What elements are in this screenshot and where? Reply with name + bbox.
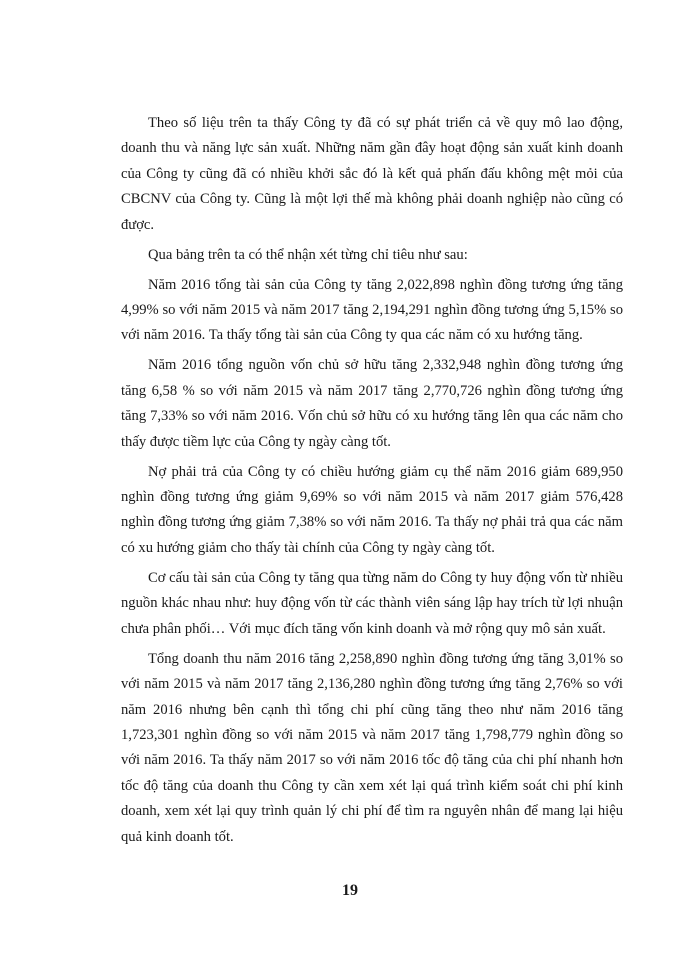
paragraph-liabilities: Nợ phải trả của Công ty có chiều hướng giảm cụ thể năm 2016 giảm 689,950 nghìn đồng tương ứng giảm 9,69% so với năm 2015 và năm 2017 giảm 576,428 nghìn đồng tương ứng giảm 7,38% so với năm 2016. Ta thấy nợ phải trả qua các năm có xu hướng giảm cho thấy tài chính của Công ty ngày càng tốt. bbox=[121, 463, 623, 556]
paragraph-total-assets: Năm 2016 tổng tài sản của Công ty tăng 2,022,898 nghìn đồng tương ứng tăng 4,99% so với năm 2015 và năm 2017 tăng 2,194,291 nghìn đồng tương ứng 5,15% so với năm 2016. Ta thấy tổng tài sản của Công ty qua các năm có xu hướng tăng. bbox=[121, 276, 623, 344]
paragraph-owner-equity: Năm 2016 tổng nguồn vốn chủ sở hữu tăng 2,332,948 nghìn đồng tương ứng tăng 6,58 % so với năm 2015 và năm 2017 tăng 2,770,726 nghìn đồng tương ứng tăng 7,33% so với năm 2016. Vốn chủ sở hữu có xu hướng tăng lên qua các năm cho thấy được tiềm lực của Công ty ngày càng tốt. bbox=[121, 357, 623, 450]
paragraph-revenue-costs: Tổng doanh thu năm 2016 tăng 2,258,890 nghìn đồng tương ứng tăng 3,01% so với năm 2015 và năm 2017 tăng 2,136,280 nghìn đồng tương ứng tăng 2,76% so với năm 2016 nhưng bên cạnh thì tổng chi phí cũng tăng theo như năm 2016 tăng 1,723,301 nghìn đồng so với năm 2015 và năm 2017 tăng 1,798,779 nghìn đồng so với năm 2016. Ta thấy năm 2017 so với năm 2016 tốc độ tăng của chi phí nhanh hơn tốc độ tăng của doanh thu Công ty cần xem xét lại quá trình kiểm soát chi phí kinh doanh, xem xét lại quy trình quản lý chi phí để tìm ra nguyên nhân để mang lại hiệu quả kinh doanh tốt. bbox=[121, 650, 623, 845]
paragraph-company-development: Theo số liệu trên ta thấy Công ty đã có sự phát triển cả về quy mô lao động, doanh thu và năng lực sản xuất. Những năm gần đây hoạt động sản xuất kinh doanh của Công ty cũng đã có nhiều khởi sắc đó là kết quả phấn đấu không mệt mỏi của CBCNV của Công ty. Cũng là một lợi thế mà không phải doanh nghiệp nào cũng có được. bbox=[121, 115, 623, 233]
body-text bbox=[121, 111, 623, 855]
paragraph-intro-indicators: Qua bảng trên ta có thể nhận xét từng chỉ tiêu như sau: bbox=[148, 246, 468, 263]
page-number: 19 bbox=[342, 882, 358, 899]
paragraph-asset-structure: Cơ cấu tài sản của Công ty tăng qua từng năm do Công ty huy động vốn từ nhiều nguồn khác nhau như: huy động vốn từ các thành viên sáng lập hay trích từ lợi nhuận chưa phân phối… Với mục đích tăng vốn kinh doanh và mở rộng quy mô sản xuất. bbox=[121, 569, 623, 637]
